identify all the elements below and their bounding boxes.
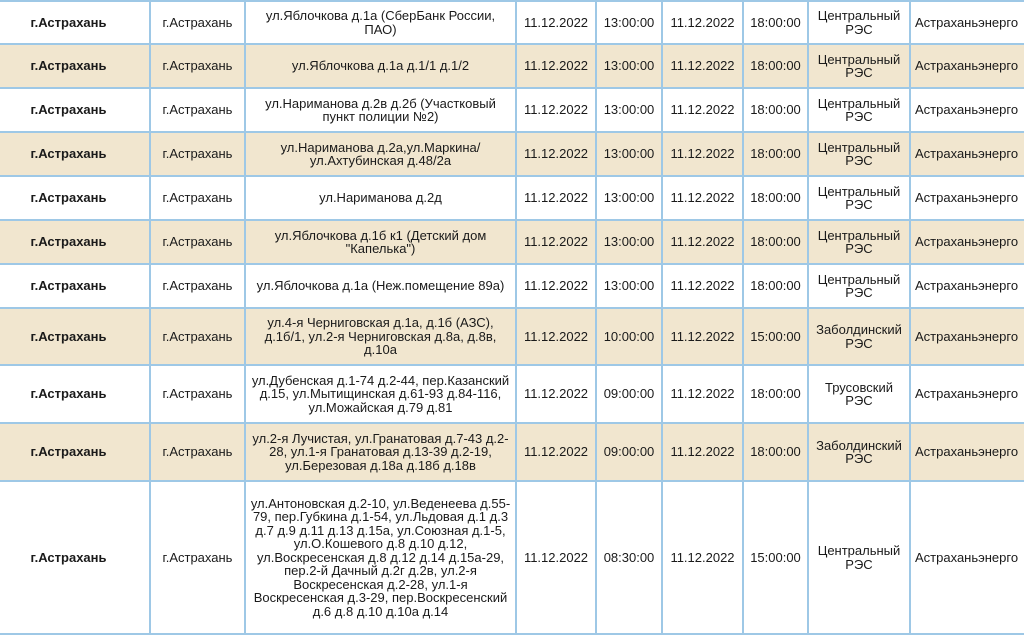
start-date-cell: 11.12.2022 bbox=[516, 365, 596, 423]
organization-cell: Астраханьэнерго bbox=[910, 264, 1024, 308]
end-date-cell: 11.12.2022 bbox=[662, 481, 743, 634]
locality-cell: г.Астрахань bbox=[150, 1, 245, 44]
locality-cell: г.Астрахань bbox=[150, 176, 245, 220]
end-date-cell: 11.12.2022 bbox=[662, 308, 743, 365]
start-date-cell: 11.12.2022 bbox=[516, 44, 596, 88]
end-time-cell: 18:00:00 bbox=[743, 132, 808, 176]
district-cell: Центральный РЭС bbox=[808, 176, 910, 220]
city-cell: г.Астрахань bbox=[0, 88, 150, 132]
district-cell: Трусовский РЭС bbox=[808, 365, 910, 423]
district-cell: Центральный РЭС bbox=[808, 264, 910, 308]
city-cell: г.Астрахань bbox=[0, 264, 150, 308]
organization-cell: Астраханьэнерго bbox=[910, 44, 1024, 88]
end-date-cell: 11.12.2022 bbox=[662, 176, 743, 220]
address-cell: ул.2-я Лучистая, ул.Гранатовая д.7-43 д.2-28, ул.1-я Гранатовая д.13-39 д.2-19, ул.Березовая д.18а д.18б д.18в bbox=[245, 423, 516, 481]
city-cell: г.Астрахань bbox=[0, 220, 150, 264]
locality-cell: г.Астрахань bbox=[150, 423, 245, 481]
organization-cell: Астраханьэнерго bbox=[910, 1, 1024, 44]
table-row bbox=[0, 308, 1024, 365]
locality-cell: г.Астрахань bbox=[150, 44, 245, 88]
start-time-cell: 13:00:00 bbox=[596, 264, 662, 308]
district-cell: Центральный РЭС bbox=[808, 1, 910, 44]
end-time-cell: 15:00:00 bbox=[743, 481, 808, 634]
end-date-cell: 11.12.2022 bbox=[662, 44, 743, 88]
city-cell: г.Астрахань bbox=[0, 44, 150, 88]
locality-cell: г.Астрахань bbox=[150, 132, 245, 176]
address-cell: ул.Яблочкова д.1а (Неж.помещение 89а) bbox=[245, 264, 516, 308]
table-row bbox=[0, 423, 1024, 481]
end-date-cell: 11.12.2022 bbox=[662, 264, 743, 308]
table-row bbox=[0, 88, 1024, 132]
organization-cell: Астраханьэнерго bbox=[910, 308, 1024, 365]
start-time-cell: 13:00:00 bbox=[596, 88, 662, 132]
end-time-cell: 18:00:00 bbox=[743, 44, 808, 88]
table-row bbox=[0, 264, 1024, 308]
district-cell: Центральный РЭС bbox=[808, 88, 910, 132]
city-cell: г.Астрахань bbox=[0, 1, 150, 44]
start-time-cell: 13:00:00 bbox=[596, 176, 662, 220]
locality-cell: г.Астрахань bbox=[150, 481, 245, 634]
end-time-cell: 18:00:00 bbox=[743, 176, 808, 220]
start-date-cell: 11.12.2022 bbox=[516, 176, 596, 220]
district-cell: Центральный РЭС bbox=[808, 220, 910, 264]
locality-cell: г.Астрахань bbox=[150, 308, 245, 365]
start-time-cell: 10:00:00 bbox=[596, 308, 662, 365]
start-date-cell: 11.12.2022 bbox=[516, 308, 596, 365]
end-time-cell: 18:00:00 bbox=[743, 365, 808, 423]
table-row bbox=[0, 44, 1024, 88]
address-cell: ул.Яблочкова д.1б к1 (Детский дом "Капелька") bbox=[245, 220, 516, 264]
address-cell: ул.4-я Черниговская д.1а, д.1б (АЗС), д.1б/1, ул.2-я Черниговская д.8а, д.8в, д.10а bbox=[245, 308, 516, 365]
start-date-cell: 11.12.2022 bbox=[516, 264, 596, 308]
organization-cell: Астраханьэнерго bbox=[910, 88, 1024, 132]
organization-cell: Астраханьэнерго bbox=[910, 365, 1024, 423]
start-date-cell: 11.12.2022 bbox=[516, 423, 596, 481]
end-time-cell: 18:00:00 bbox=[743, 220, 808, 264]
start-date-cell: 11.12.2022 bbox=[516, 132, 596, 176]
locality-cell: г.Астрахань bbox=[150, 365, 245, 423]
district-cell: Заболдинский РЭС bbox=[808, 308, 910, 365]
end-time-cell: 18:00:00 bbox=[743, 423, 808, 481]
organization-cell: Астраханьэнерго bbox=[910, 423, 1024, 481]
address-cell: ул.Антоновская д.2-10, ул.Веденеева д.55-79, пер.Губкина д.1-54, ул.Льдовая д.1 д.3 д.7 д.9 д.11 д.13 д.15а, ул.Союзная д.1-5, ул.О.Кошевого д.8 д.10 д.12, ул.Воскресенская д.8 д.12 д.14 д.15а-29, пер.2-й Дачный д.2г д.2в, ул.2-я Воскресенская д.2-28, ул.1-я Воскресенская д.3-29, пер.Воскресенский д.6 д.8 д.10 д.10а д.14 bbox=[245, 481, 516, 634]
end-date-cell: 11.12.2022 bbox=[662, 132, 743, 176]
start-time-cell: 13:00:00 bbox=[596, 132, 662, 176]
start-date-cell: 11.12.2022 bbox=[516, 481, 596, 634]
district-cell: Центральный РЭС bbox=[808, 44, 910, 88]
end-date-cell: 11.12.2022 bbox=[662, 1, 743, 44]
address-cell: ул.Нариманова д.2д bbox=[245, 176, 516, 220]
start-date-cell: 11.12.2022 bbox=[516, 1, 596, 44]
end-time-cell: 18:00:00 bbox=[743, 88, 808, 132]
table-row bbox=[0, 176, 1024, 220]
start-date-cell: 11.12.2022 bbox=[516, 220, 596, 264]
table-row bbox=[0, 365, 1024, 423]
table-row bbox=[0, 132, 1024, 176]
city-cell: г.Астрахань bbox=[0, 308, 150, 365]
city-cell: г.Астрахань bbox=[0, 132, 150, 176]
table-row bbox=[0, 220, 1024, 264]
start-time-cell: 13:00:00 bbox=[596, 1, 662, 44]
organization-cell: Астраханьэнерго bbox=[910, 176, 1024, 220]
table-row bbox=[0, 481, 1024, 634]
end-time-cell: 15:00:00 bbox=[743, 308, 808, 365]
end-date-cell: 11.12.2022 bbox=[662, 423, 743, 481]
end-time-cell: 18:00:00 bbox=[743, 264, 808, 308]
table-row bbox=[0, 1, 1024, 44]
start-time-cell: 13:00:00 bbox=[596, 220, 662, 264]
district-cell: Центральный РЭС bbox=[808, 481, 910, 634]
table-body bbox=[0, 1, 1024, 634]
organization-cell: Астраханьэнерго bbox=[910, 220, 1024, 264]
address-cell: ул.Нариманова д.2а,ул.Маркина/ ул.Ахтубинская д.48/2а bbox=[245, 132, 516, 176]
organization-cell: Астраханьэнерго bbox=[910, 481, 1024, 634]
locality-cell: г.Астрахань bbox=[150, 88, 245, 132]
start-time-cell: 09:00:00 bbox=[596, 423, 662, 481]
district-cell: Заболдинский РЭС bbox=[808, 423, 910, 481]
address-cell: ул.Яблочкова д.1а д.1/1 д.1/2 bbox=[245, 44, 516, 88]
end-date-cell: 11.12.2022 bbox=[662, 220, 743, 264]
city-cell: г.Астрахань bbox=[0, 176, 150, 220]
start-time-cell: 08:30:00 bbox=[596, 481, 662, 634]
address-cell: ул.Яблочкова д.1а (СберБанк России, ПАО) bbox=[245, 1, 516, 44]
address-cell: ул.Нариманова д.2в д.2б (Участковый пункт полиции №2) bbox=[245, 88, 516, 132]
end-date-cell: 11.12.2022 bbox=[662, 88, 743, 132]
start-time-cell: 09:00:00 bbox=[596, 365, 662, 423]
district-cell: Центральный РЭС bbox=[808, 132, 910, 176]
start-date-cell: 11.12.2022 bbox=[516, 88, 596, 132]
locality-cell: г.Астрахань bbox=[150, 220, 245, 264]
organization-cell: Астраханьэнерго bbox=[910, 132, 1024, 176]
address-cell: ул.Дубенская д.1-74 д.2-44, пер.Казанский д.15, ул.Мытищинская д.61-93 д.84-116, ул.Можайская д.79 д.81 bbox=[245, 365, 516, 423]
end-date-cell: 11.12.2022 bbox=[662, 365, 743, 423]
end-time-cell: 18:00:00 bbox=[743, 1, 808, 44]
start-time-cell: 13:00:00 bbox=[596, 44, 662, 88]
city-cell: г.Астрахань bbox=[0, 481, 150, 634]
locality-cell: г.Астрахань bbox=[150, 264, 245, 308]
city-cell: г.Астрахань bbox=[0, 365, 150, 423]
city-cell: г.Астрахань bbox=[0, 423, 150, 481]
